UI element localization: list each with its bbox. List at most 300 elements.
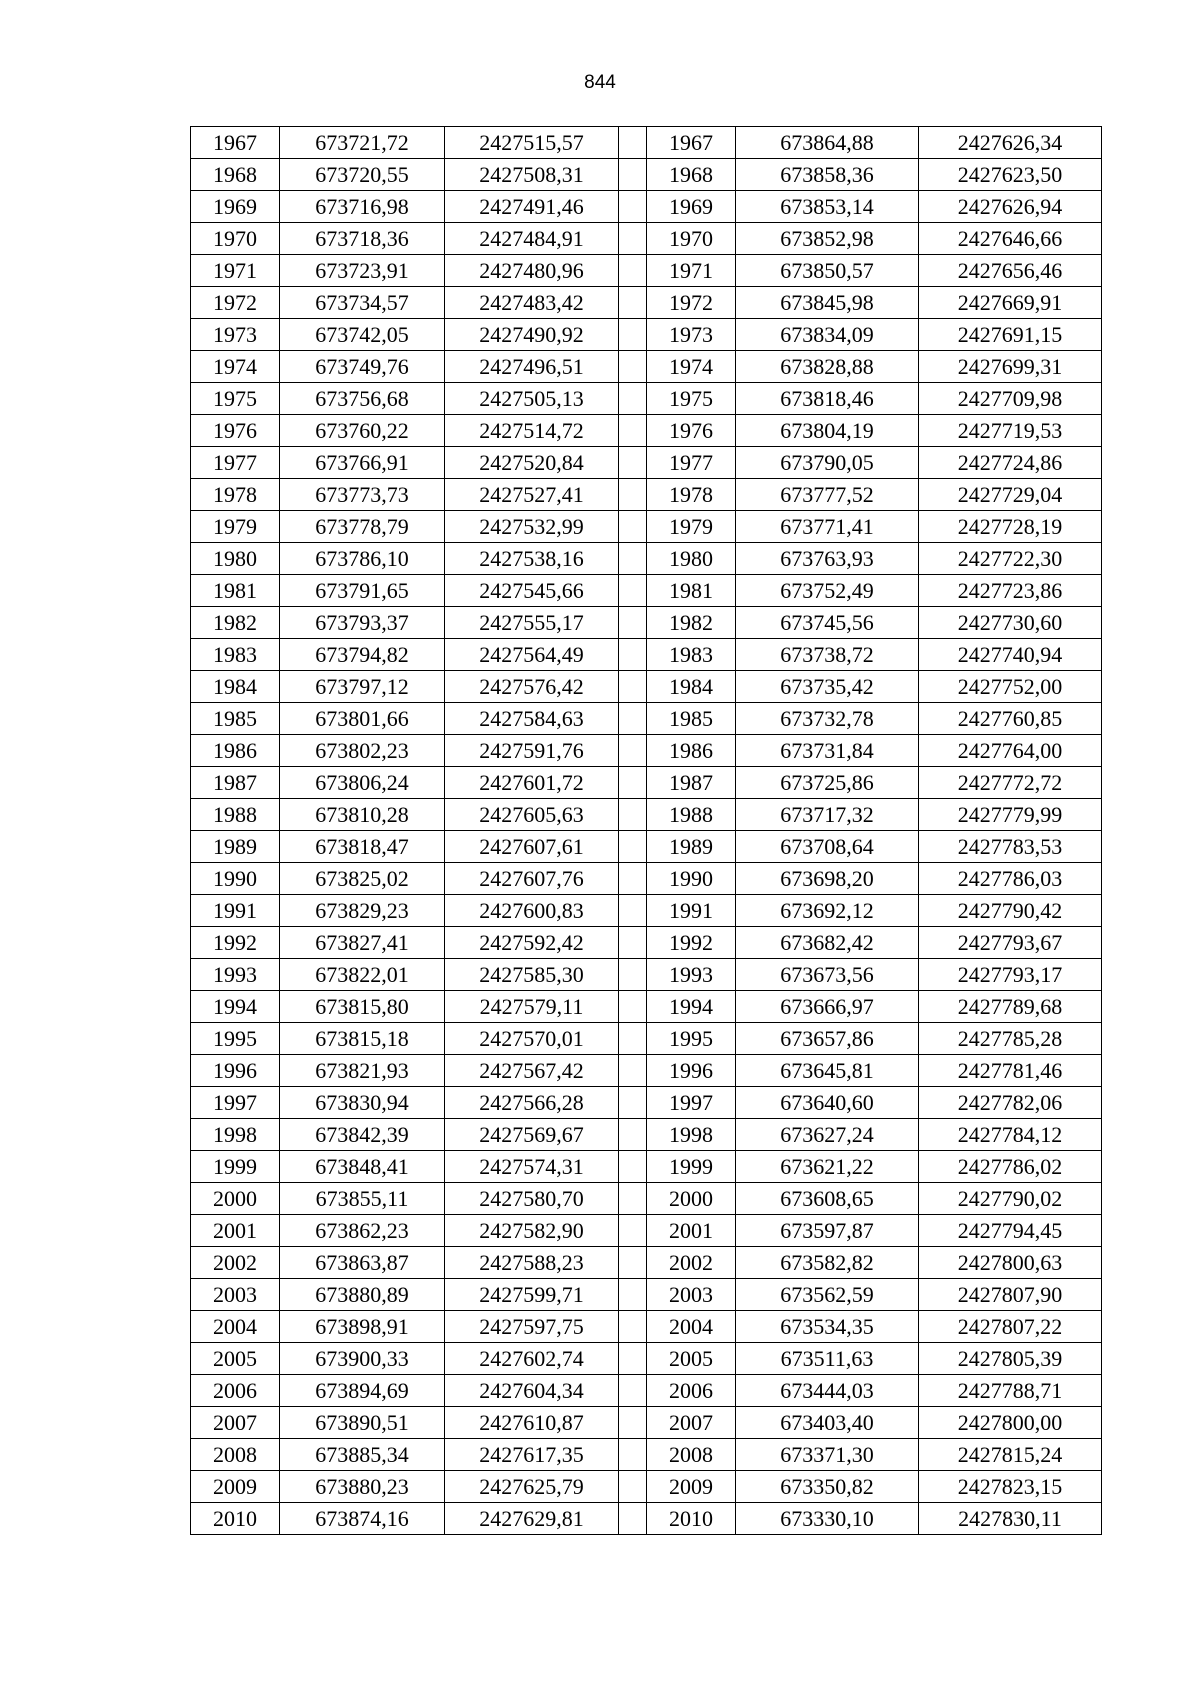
left-point-number-cell: 1990 <box>191 863 280 895</box>
left-point-number-cell: 1976 <box>191 415 280 447</box>
right-y-coordinate-cell: 2427794,45 <box>919 1215 1102 1247</box>
left-point-number-cell: 1983 <box>191 639 280 671</box>
left-point-number-cell: 1973 <box>191 319 280 351</box>
gap-cell <box>619 1119 647 1151</box>
left-x-coordinate-cell: 673718,36 <box>280 223 445 255</box>
right-point-number-cell: 1968 <box>647 159 736 191</box>
coordinates-table-body <box>191 127 1102 1535</box>
left-x-coordinate-cell: 673756,68 <box>280 383 445 415</box>
left-y-coordinate-cell: 2427584,63 <box>445 703 619 735</box>
table-row <box>191 1503 1102 1535</box>
left-point-number-cell: 1991 <box>191 895 280 927</box>
right-x-coordinate-cell: 673717,32 <box>736 799 919 831</box>
right-y-coordinate-cell: 2427723,86 <box>919 575 1102 607</box>
right-y-coordinate-cell: 2427793,17 <box>919 959 1102 991</box>
right-x-coordinate-cell: 673673,56 <box>736 959 919 991</box>
left-x-coordinate-cell: 673786,10 <box>280 543 445 575</box>
right-y-coordinate-cell: 2427722,30 <box>919 543 1102 575</box>
left-x-coordinate-cell: 673880,89 <box>280 1279 445 1311</box>
left-y-coordinate-cell: 2427602,74 <box>445 1343 619 1375</box>
left-point-number-cell: 1967 <box>191 127 280 159</box>
right-point-number-cell: 1994 <box>647 991 736 1023</box>
left-point-number-cell: 1981 <box>191 575 280 607</box>
right-y-coordinate-cell: 2427783,53 <box>919 831 1102 863</box>
right-point-number-cell: 1973 <box>647 319 736 351</box>
right-x-coordinate-cell: 673732,78 <box>736 703 919 735</box>
left-x-coordinate-cell: 673830,94 <box>280 1087 445 1119</box>
gap-cell <box>619 1055 647 1087</box>
left-point-number-cell: 1987 <box>191 767 280 799</box>
right-x-coordinate-cell: 673845,98 <box>736 287 919 319</box>
left-y-coordinate-cell: 2427607,76 <box>445 863 619 895</box>
right-point-number-cell: 1990 <box>647 863 736 895</box>
table-row <box>191 1439 1102 1471</box>
right-point-number-cell: 1982 <box>647 607 736 639</box>
gap-cell <box>619 1439 647 1471</box>
gap-cell <box>619 287 647 319</box>
right-x-coordinate-cell: 673330,10 <box>736 1503 919 1535</box>
table-row <box>191 703 1102 735</box>
right-y-coordinate-cell: 2427623,50 <box>919 159 1102 191</box>
left-x-coordinate-cell: 673802,23 <box>280 735 445 767</box>
left-y-coordinate-cell: 2427491,46 <box>445 191 619 223</box>
gap-cell <box>619 1375 647 1407</box>
table-row <box>191 799 1102 831</box>
left-point-number-cell: 1986 <box>191 735 280 767</box>
left-y-coordinate-cell: 2427490,92 <box>445 319 619 351</box>
table-row <box>191 1343 1102 1375</box>
right-y-coordinate-cell: 2427800,63 <box>919 1247 1102 1279</box>
right-y-coordinate-cell: 2427781,46 <box>919 1055 1102 1087</box>
left-y-coordinate-cell: 2427579,11 <box>445 991 619 1023</box>
gap-cell <box>619 223 647 255</box>
left-y-coordinate-cell: 2427607,61 <box>445 831 619 863</box>
right-x-coordinate-cell: 673621,22 <box>736 1151 919 1183</box>
left-x-coordinate-cell: 673842,39 <box>280 1119 445 1151</box>
right-x-coordinate-cell: 673640,60 <box>736 1087 919 1119</box>
table-row <box>191 927 1102 959</box>
table-row <box>191 255 1102 287</box>
right-y-coordinate-cell: 2427800,00 <box>919 1407 1102 1439</box>
gap-cell <box>619 799 647 831</box>
gap-cell <box>619 543 647 575</box>
right-x-coordinate-cell: 673657,86 <box>736 1023 919 1055</box>
left-x-coordinate-cell: 673810,28 <box>280 799 445 831</box>
left-x-coordinate-cell: 673863,87 <box>280 1247 445 1279</box>
left-y-coordinate-cell: 2427576,42 <box>445 671 619 703</box>
gap-cell <box>619 1311 647 1343</box>
right-x-coordinate-cell: 673804,19 <box>736 415 919 447</box>
right-point-number-cell: 1980 <box>647 543 736 575</box>
right-x-coordinate-cell: 673371,30 <box>736 1439 919 1471</box>
table-row <box>191 735 1102 767</box>
left-y-coordinate-cell: 2427480,96 <box>445 255 619 287</box>
left-y-coordinate-cell: 2427569,67 <box>445 1119 619 1151</box>
gap-cell <box>619 1279 647 1311</box>
table-row <box>191 639 1102 671</box>
left-x-coordinate-cell: 673880,23 <box>280 1471 445 1503</box>
right-y-coordinate-cell: 2427785,28 <box>919 1023 1102 1055</box>
gap-cell <box>619 1023 647 1055</box>
gap-cell <box>619 383 647 415</box>
table-row <box>191 1375 1102 1407</box>
left-y-coordinate-cell: 2427592,42 <box>445 927 619 959</box>
left-y-coordinate-cell: 2427483,42 <box>445 287 619 319</box>
left-point-number-cell: 1995 <box>191 1023 280 1055</box>
right-point-number-cell: 1976 <box>647 415 736 447</box>
right-y-coordinate-cell: 2427709,98 <box>919 383 1102 415</box>
left-y-coordinate-cell: 2427591,76 <box>445 735 619 767</box>
gap-cell <box>619 703 647 735</box>
right-x-coordinate-cell: 673645,81 <box>736 1055 919 1087</box>
right-x-coordinate-cell: 673692,12 <box>736 895 919 927</box>
page-number: 844 <box>584 72 616 93</box>
left-y-coordinate-cell: 2427564,49 <box>445 639 619 671</box>
right-y-coordinate-cell: 2427807,22 <box>919 1311 1102 1343</box>
table-row <box>191 1055 1102 1087</box>
table-row <box>191 447 1102 479</box>
right-point-number-cell: 1986 <box>647 735 736 767</box>
left-y-coordinate-cell: 2427574,31 <box>445 1151 619 1183</box>
right-y-coordinate-cell: 2427793,67 <box>919 927 1102 959</box>
table-row <box>191 1279 1102 1311</box>
left-x-coordinate-cell: 673749,76 <box>280 351 445 383</box>
table-row <box>191 671 1102 703</box>
right-point-number-cell: 1978 <box>647 479 736 511</box>
gap-cell <box>619 1503 647 1535</box>
right-x-coordinate-cell: 673627,24 <box>736 1119 919 1151</box>
left-x-coordinate-cell: 673794,82 <box>280 639 445 671</box>
left-point-number-cell: 1998 <box>191 1119 280 1151</box>
right-x-coordinate-cell: 673735,42 <box>736 671 919 703</box>
table-row <box>191 575 1102 607</box>
left-x-coordinate-cell: 673829,23 <box>280 895 445 927</box>
right-x-coordinate-cell: 673534,35 <box>736 1311 919 1343</box>
left-y-coordinate-cell: 2427605,63 <box>445 799 619 831</box>
left-point-number-cell: 1985 <box>191 703 280 735</box>
right-x-coordinate-cell: 673582,82 <box>736 1247 919 1279</box>
right-point-number-cell: 1996 <box>647 1055 736 1087</box>
left-point-number-cell: 1994 <box>191 991 280 1023</box>
table-row <box>191 319 1102 351</box>
left-y-coordinate-cell: 2427545,66 <box>445 575 619 607</box>
left-x-coordinate-cell: 673815,80 <box>280 991 445 1023</box>
right-point-number-cell: 1972 <box>647 287 736 319</box>
right-x-coordinate-cell: 673444,03 <box>736 1375 919 1407</box>
left-point-number-cell: 1992 <box>191 927 280 959</box>
right-x-coordinate-cell: 673731,84 <box>736 735 919 767</box>
left-point-number-cell: 1974 <box>191 351 280 383</box>
left-x-coordinate-cell: 673734,57 <box>280 287 445 319</box>
right-x-coordinate-cell: 673562,59 <box>736 1279 919 1311</box>
right-y-coordinate-cell: 2427779,99 <box>919 799 1102 831</box>
gap-cell <box>619 1471 647 1503</box>
gap-cell <box>619 575 647 607</box>
gap-cell <box>619 831 647 863</box>
left-point-number-cell: 2006 <box>191 1375 280 1407</box>
right-y-coordinate-cell: 2427807,90 <box>919 1279 1102 1311</box>
right-y-coordinate-cell: 2427790,42 <box>919 895 1102 927</box>
right-x-coordinate-cell: 673745,56 <box>736 607 919 639</box>
right-x-coordinate-cell: 673852,98 <box>736 223 919 255</box>
table-row <box>191 1151 1102 1183</box>
gap-cell <box>619 639 647 671</box>
right-y-coordinate-cell: 2427719,53 <box>919 415 1102 447</box>
left-y-coordinate-cell: 2427567,42 <box>445 1055 619 1087</box>
right-y-coordinate-cell: 2427805,39 <box>919 1343 1102 1375</box>
table-row <box>191 287 1102 319</box>
left-point-number-cell: 2007 <box>191 1407 280 1439</box>
left-x-coordinate-cell: 673720,55 <box>280 159 445 191</box>
left-x-coordinate-cell: 673721,72 <box>280 127 445 159</box>
right-y-coordinate-cell: 2427815,24 <box>919 1439 1102 1471</box>
right-x-coordinate-cell: 673608,65 <box>736 1183 919 1215</box>
table-row <box>191 383 1102 415</box>
right-y-coordinate-cell: 2427760,85 <box>919 703 1102 735</box>
right-y-coordinate-cell: 2427656,46 <box>919 255 1102 287</box>
right-point-number-cell: 2003 <box>647 1279 736 1311</box>
left-y-coordinate-cell: 2427484,91 <box>445 223 619 255</box>
left-point-number-cell: 1975 <box>191 383 280 415</box>
table-row <box>191 959 1102 991</box>
right-x-coordinate-cell: 673752,49 <box>736 575 919 607</box>
left-point-number-cell: 2003 <box>191 1279 280 1311</box>
table-row <box>191 415 1102 447</box>
left-point-number-cell: 2008 <box>191 1439 280 1471</box>
left-y-coordinate-cell: 2427515,57 <box>445 127 619 159</box>
right-point-number-cell: 1981 <box>647 575 736 607</box>
left-point-number-cell: 1980 <box>191 543 280 575</box>
left-point-number-cell: 1972 <box>191 287 280 319</box>
table-row <box>191 1183 1102 1215</box>
gap-cell <box>619 415 647 447</box>
gap-cell <box>619 1343 647 1375</box>
left-point-number-cell: 2004 <box>191 1311 280 1343</box>
left-x-coordinate-cell: 673716,98 <box>280 191 445 223</box>
right-y-coordinate-cell: 2427740,94 <box>919 639 1102 671</box>
left-x-coordinate-cell: 673778,79 <box>280 511 445 543</box>
gap-cell <box>619 159 647 191</box>
left-y-coordinate-cell: 2427604,34 <box>445 1375 619 1407</box>
table-row <box>191 863 1102 895</box>
right-point-number-cell: 1987 <box>647 767 736 799</box>
left-y-coordinate-cell: 2427496,51 <box>445 351 619 383</box>
left-x-coordinate-cell: 673766,91 <box>280 447 445 479</box>
left-point-number-cell: 1971 <box>191 255 280 287</box>
left-y-coordinate-cell: 2427538,16 <box>445 543 619 575</box>
gap-cell <box>619 351 647 383</box>
left-x-coordinate-cell: 673818,47 <box>280 831 445 863</box>
right-point-number-cell: 1967 <box>647 127 736 159</box>
right-y-coordinate-cell: 2427772,72 <box>919 767 1102 799</box>
right-y-coordinate-cell: 2427784,12 <box>919 1119 1102 1151</box>
right-y-coordinate-cell: 2427729,04 <box>919 479 1102 511</box>
left-y-coordinate-cell: 2427617,35 <box>445 1439 619 1471</box>
left-point-number-cell: 1988 <box>191 799 280 831</box>
table-row <box>191 767 1102 799</box>
right-point-number-cell: 2008 <box>647 1439 736 1471</box>
gap-cell <box>619 479 647 511</box>
right-y-coordinate-cell: 2427764,00 <box>919 735 1102 767</box>
left-y-coordinate-cell: 2427600,83 <box>445 895 619 927</box>
right-point-number-cell: 2004 <box>647 1311 736 1343</box>
left-point-number-cell: 1996 <box>191 1055 280 1087</box>
gap-cell <box>619 1151 647 1183</box>
left-y-coordinate-cell: 2427601,72 <box>445 767 619 799</box>
right-point-number-cell: 1989 <box>647 831 736 863</box>
table-row <box>191 191 1102 223</box>
gap-cell <box>619 127 647 159</box>
right-point-number-cell: 1971 <box>647 255 736 287</box>
gap-cell <box>619 1215 647 1247</box>
left-x-coordinate-cell: 673815,18 <box>280 1023 445 1055</box>
right-y-coordinate-cell: 2427728,19 <box>919 511 1102 543</box>
table-row <box>191 1119 1102 1151</box>
table-row <box>191 127 1102 159</box>
left-x-coordinate-cell: 673898,91 <box>280 1311 445 1343</box>
left-y-coordinate-cell: 2427610,87 <box>445 1407 619 1439</box>
left-x-coordinate-cell: 673885,34 <box>280 1439 445 1471</box>
right-y-coordinate-cell: 2427789,68 <box>919 991 1102 1023</box>
gap-cell <box>619 511 647 543</box>
left-y-coordinate-cell: 2427582,90 <box>445 1215 619 1247</box>
right-point-number-cell: 1997 <box>647 1087 736 1119</box>
table-row <box>191 223 1102 255</box>
right-y-coordinate-cell: 2427691,15 <box>919 319 1102 351</box>
right-point-number-cell: 1979 <box>647 511 736 543</box>
right-point-number-cell: 1985 <box>647 703 736 735</box>
right-y-coordinate-cell: 2427786,03 <box>919 863 1102 895</box>
gap-cell <box>619 1183 647 1215</box>
left-y-coordinate-cell: 2427597,75 <box>445 1311 619 1343</box>
right-point-number-cell: 1993 <box>647 959 736 991</box>
right-y-coordinate-cell: 2427786,02 <box>919 1151 1102 1183</box>
left-point-number-cell: 1979 <box>191 511 280 543</box>
table-row <box>191 1087 1102 1119</box>
left-point-number-cell: 1969 <box>191 191 280 223</box>
gap-cell <box>619 447 647 479</box>
left-point-number-cell: 1993 <box>191 959 280 991</box>
right-y-coordinate-cell: 2427730,60 <box>919 607 1102 639</box>
left-y-coordinate-cell: 2427588,23 <box>445 1247 619 1279</box>
right-y-coordinate-cell: 2427830,11 <box>919 1503 1102 1535</box>
right-point-number-cell: 2001 <box>647 1215 736 1247</box>
left-point-number-cell: 1999 <box>191 1151 280 1183</box>
right-point-number-cell: 2007 <box>647 1407 736 1439</box>
table-row <box>191 895 1102 927</box>
right-point-number-cell: 1995 <box>647 1023 736 1055</box>
table-row <box>191 831 1102 863</box>
left-y-coordinate-cell: 2427570,01 <box>445 1023 619 1055</box>
left-point-number-cell: 1977 <box>191 447 280 479</box>
right-x-coordinate-cell: 673725,86 <box>736 767 919 799</box>
right-x-coordinate-cell: 673777,52 <box>736 479 919 511</box>
table-row <box>191 1407 1102 1439</box>
coordinates-table <box>190 126 1102 1535</box>
right-x-coordinate-cell: 673828,88 <box>736 351 919 383</box>
right-x-coordinate-cell: 673850,57 <box>736 255 919 287</box>
right-x-coordinate-cell: 673818,46 <box>736 383 919 415</box>
right-y-coordinate-cell: 2427699,31 <box>919 351 1102 383</box>
right-point-number-cell: 1991 <box>647 895 736 927</box>
right-y-coordinate-cell: 2427752,00 <box>919 671 1102 703</box>
right-x-coordinate-cell: 673771,41 <box>736 511 919 543</box>
gap-cell <box>619 1407 647 1439</box>
left-y-coordinate-cell: 2427527,41 <box>445 479 619 511</box>
left-x-coordinate-cell: 673862,23 <box>280 1215 445 1247</box>
right-x-coordinate-cell: 673853,14 <box>736 191 919 223</box>
right-point-number-cell: 1974 <box>647 351 736 383</box>
table-row <box>191 991 1102 1023</box>
left-x-coordinate-cell: 673793,37 <box>280 607 445 639</box>
right-x-coordinate-cell: 673858,36 <box>736 159 919 191</box>
right-point-number-cell: 1988 <box>647 799 736 831</box>
left-y-coordinate-cell: 2427532,99 <box>445 511 619 543</box>
left-x-coordinate-cell: 673723,91 <box>280 255 445 287</box>
right-point-number-cell: 1977 <box>647 447 736 479</box>
left-point-number-cell: 2009 <box>191 1471 280 1503</box>
left-point-number-cell: 2000 <box>191 1183 280 1215</box>
left-x-coordinate-cell: 673821,93 <box>280 1055 445 1087</box>
left-x-coordinate-cell: 673797,12 <box>280 671 445 703</box>
right-y-coordinate-cell: 2427788,71 <box>919 1375 1102 1407</box>
left-y-coordinate-cell: 2427505,13 <box>445 383 619 415</box>
gap-cell <box>619 255 647 287</box>
right-point-number-cell: 2005 <box>647 1343 736 1375</box>
right-point-number-cell: 2002 <box>647 1247 736 1279</box>
left-x-coordinate-cell: 673894,69 <box>280 1375 445 1407</box>
left-point-number-cell: 2002 <box>191 1247 280 1279</box>
left-x-coordinate-cell: 673822,01 <box>280 959 445 991</box>
gap-cell <box>619 1087 647 1119</box>
right-x-coordinate-cell: 673708,64 <box>736 831 919 863</box>
table-row <box>191 1471 1102 1503</box>
right-y-coordinate-cell: 2427724,86 <box>919 447 1102 479</box>
right-x-coordinate-cell: 673763,93 <box>736 543 919 575</box>
table-row <box>191 1311 1102 1343</box>
left-y-coordinate-cell: 2427599,71 <box>445 1279 619 1311</box>
right-y-coordinate-cell: 2427626,34 <box>919 127 1102 159</box>
right-x-coordinate-cell: 673350,82 <box>736 1471 919 1503</box>
right-point-number-cell: 1975 <box>647 383 736 415</box>
right-point-number-cell: 1999 <box>647 1151 736 1183</box>
table-row <box>191 607 1102 639</box>
gap-cell <box>619 991 647 1023</box>
left-x-coordinate-cell: 673900,33 <box>280 1343 445 1375</box>
right-x-coordinate-cell: 673834,09 <box>736 319 919 351</box>
right-x-coordinate-cell: 673864,88 <box>736 127 919 159</box>
table-row <box>191 351 1102 383</box>
left-x-coordinate-cell: 673855,11 <box>280 1183 445 1215</box>
left-point-number-cell: 1970 <box>191 223 280 255</box>
table-row <box>191 159 1102 191</box>
right-x-coordinate-cell: 673790,05 <box>736 447 919 479</box>
right-x-coordinate-cell: 673682,42 <box>736 927 919 959</box>
gap-cell <box>619 927 647 959</box>
left-point-number-cell: 1968 <box>191 159 280 191</box>
gap-cell <box>619 767 647 799</box>
left-x-coordinate-cell: 673848,41 <box>280 1151 445 1183</box>
table-row <box>191 1247 1102 1279</box>
right-x-coordinate-cell: 673597,87 <box>736 1215 919 1247</box>
gap-cell <box>619 895 647 927</box>
left-x-coordinate-cell: 673890,51 <box>280 1407 445 1439</box>
left-point-number-cell: 2005 <box>191 1343 280 1375</box>
left-point-number-cell: 1984 <box>191 671 280 703</box>
left-x-coordinate-cell: 673827,41 <box>280 927 445 959</box>
table-row <box>191 1215 1102 1247</box>
right-y-coordinate-cell: 2427790,02 <box>919 1183 1102 1215</box>
